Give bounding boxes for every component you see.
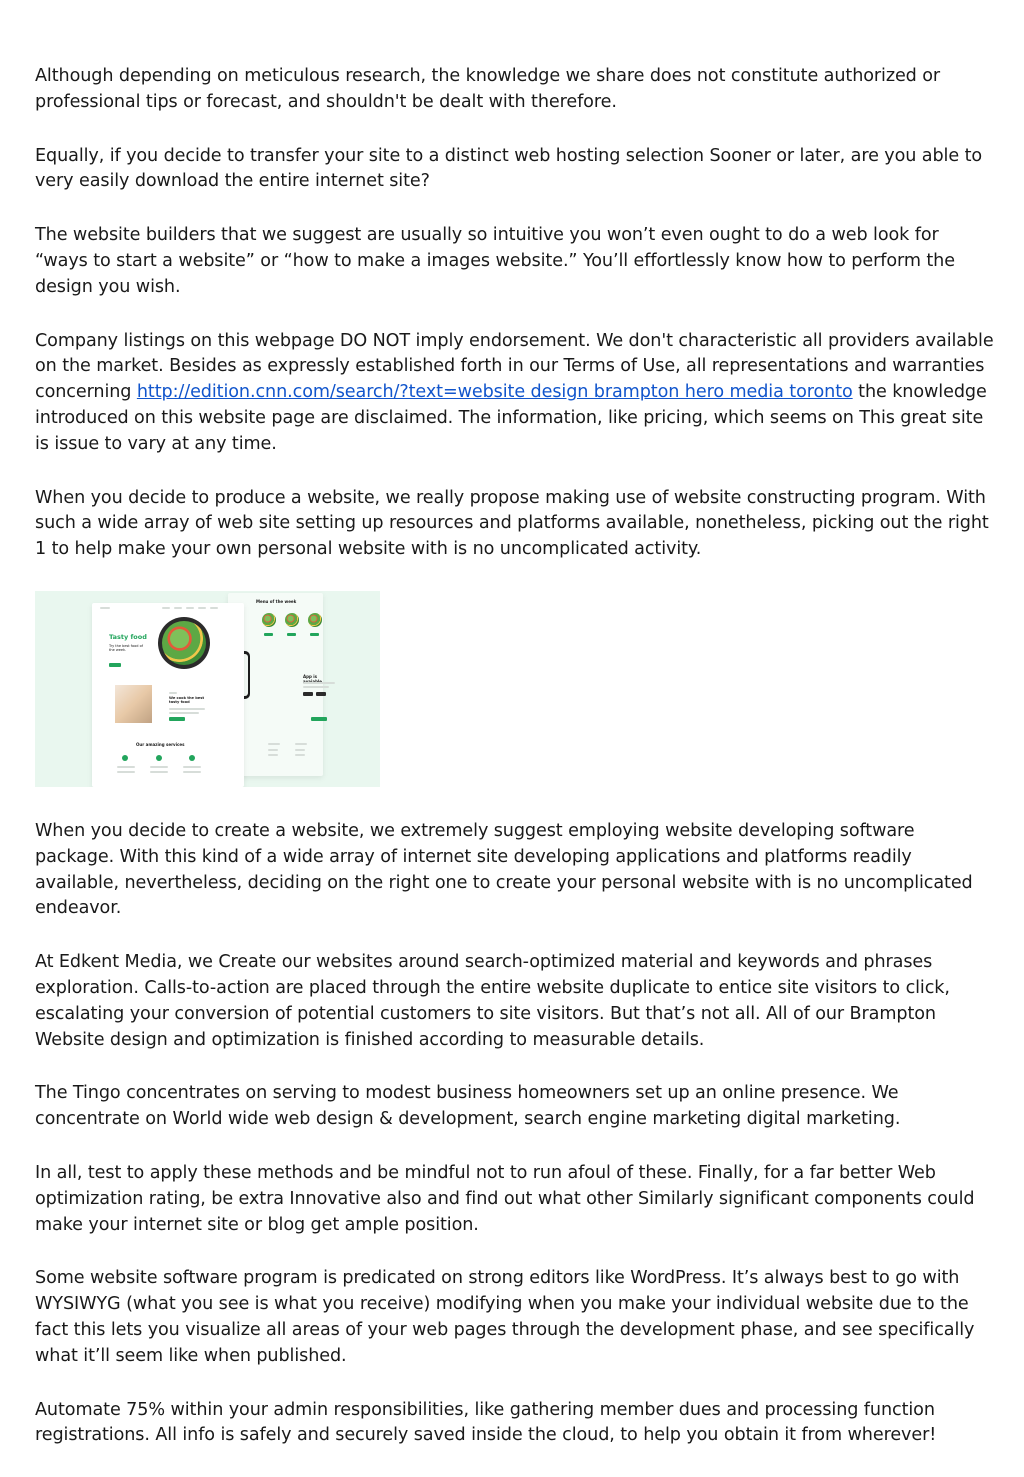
document-body (35, 64, 995, 1477)
cook-title: We cook the best tasty food (169, 695, 205, 705)
paragraph: When you decide to produce a website, we really propose making use of website constructing program. With such a wide array of web site setting up resources and platforms available, nonetheless, picking out the right 1 to help make your own personal website with is no uncomplicated activity. (35, 487, 989, 560)
paragraph: Automate 75% within your admin responsibilities, like gathering member dues and processing function registrations. All info is safely and securely saved inside the cloud, to help you obtain it from wherever! (35, 1399, 937, 1446)
paragraph: The Tingo concentrates on serving to modest business homeowners set up an online presence. We concentrate on World wide web design & development, search engine marketing digital marketing. (35, 1083, 901, 1130)
menu-title: Menu of the week (256, 598, 297, 604)
hero-subtitle: Try the best food of the week. (109, 643, 144, 653)
paragraph: Equally, if you decide to transfer your site to a distinct web hosting selection Sooner or later, are you able to very easily download the entire internet site? (35, 145, 983, 192)
paragraph-with-link (35, 329, 995, 458)
salad-image (162, 621, 206, 665)
cooking-photo (115, 685, 152, 723)
paragraph: At Edkent Media, we Create our websites around search-optimized material and keywords and phrases exploration. Calls-to-action are placed through the entire website duplicate to entice site visitors to click, escalating your conversion of potential customers to site visitors. But that’s not all. All of our Brampton Website design and optimization is finished according to measurable details. (35, 952, 950, 1050)
hero-button (109, 663, 121, 667)
paragraph: Some website software program is predicated on strong editors like WordPress. It’s always best to go with WYSIWYG (what you see is what you receive) modifying when you make your individual website due to the fact this lets you visualize all areas of your web pages through the development phase, and see specifically what it’ll seem like when published. (35, 1268, 975, 1366)
dish-image (285, 613, 299, 627)
services-title: Our amazing services (136, 741, 185, 747)
app-title: App is (303, 673, 317, 679)
cnn-search-link[interactable]: http://edition.cnn.com/search/?text=website design brampton hero media toronto (136, 382, 853, 403)
hero-title: Tasty food (109, 632, 147, 641)
website-template-image (35, 591, 380, 787)
paragraph-text: the knowledge introduced on this website page are disclaimed. The information, like pricing, which seems on This great site is issue to vary at any time. (35, 382, 987, 454)
paragraph: In all, test to apply these methods and be mindful not to run afoul of these. Finally, for a far better Web optimization rating, be extra Innovative also and find out what other Similarly significant components could make your internet site or blog get ample position. (35, 1162, 975, 1235)
dish-image (308, 613, 322, 627)
paragraph: When you decide to create a website, we extremely suggest employing website developing software package. With this kind of a wide array of internet site developing applications and platforms readily available, nevertheless, deciding on the right one to create your personal website with is no uncomplicated endeavor. (35, 820, 973, 919)
paragraph: Although depending on meticulous research, the knowledge we share does not constitute authorized or professional tips or forecast, and shouldn't be dealt with therefore. (35, 66, 941, 112)
mock-home-page (92, 603, 244, 787)
paragraph-text: Company listings on this webpage DO NOT imply endorsement. We don't characteristic all providers available on the market. Besides as expressly established forth in our Terms of Use, all representations and warranties concerning (35, 330, 994, 403)
paragraph: The website builders that we suggest are usually so intuitive you won’t even ought to do a web look for “ways to start a website” or “how to make a images website.” You’ll effortlessly know how to perform the design you wish. (35, 225, 955, 297)
dish-image (262, 613, 276, 627)
